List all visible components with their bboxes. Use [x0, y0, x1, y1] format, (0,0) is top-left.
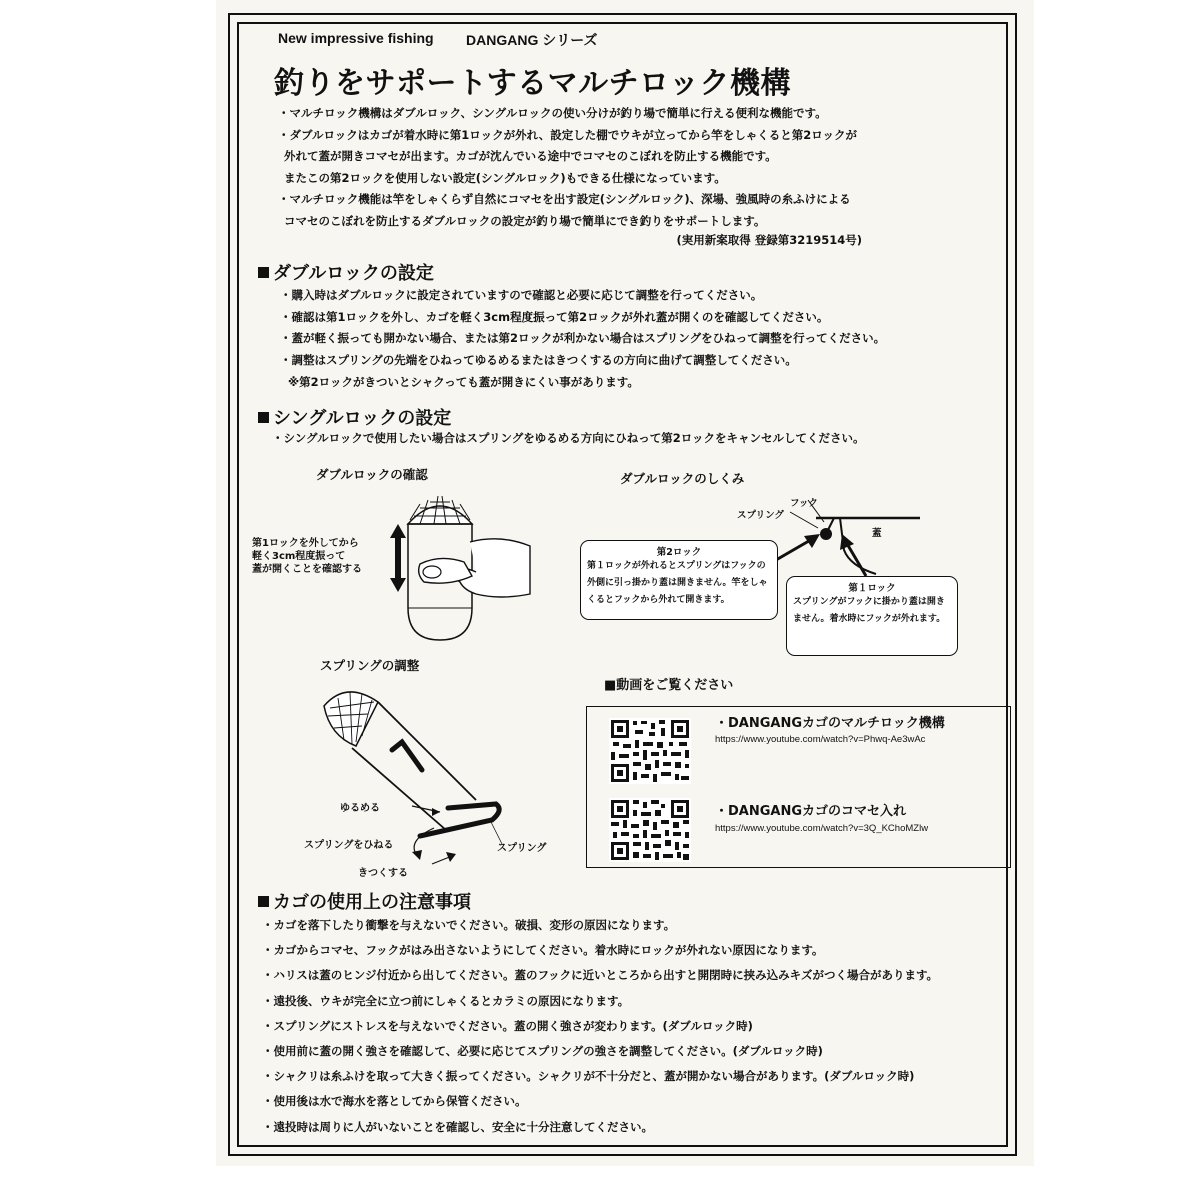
- tighten-label: きつくする: [358, 868, 408, 879]
- lock2-title: 第2ロック: [656, 547, 702, 558]
- fig-mechanism-caption: ダブルロックのしくみ: [620, 471, 745, 486]
- lid-label: 蓋: [872, 528, 882, 539]
- video-link-2[interactable]: https://www.youtube.com/watch?v=3Q_KChoMZlw: [715, 823, 929, 834]
- fig-check-desc: 第1ロックを外してから 軽く3cm程度振って 蓋が開くことを確認する: [252, 538, 362, 575]
- list-item: ・確認は第1ロックを外し、カゴを軽く3cm程度振って第2ロックが外れ蓋が開くのを確認してください。: [280, 309, 829, 324]
- hook-label: フック: [790, 498, 818, 509]
- spring-part-label: スプリング: [497, 843, 547, 854]
- double-lock-note: ※第2ロックがきついとシャクっても蓋が開きにくい事があります。: [288, 374, 639, 389]
- intro-line: ・マルチロック機能は竿をしゃくらず自然にコマセを出す設定(シングルロック)、深場、強風時の糸ふけによる: [278, 192, 851, 207]
- spring-label: スプリング: [737, 510, 784, 521]
- intro-text: [278, 103, 918, 247]
- lock1-callout: [786, 576, 958, 656]
- lock1-text: スプリングがフックに掛かり蓋は開きません。着水時にフックが外れます。: [793, 597, 946, 624]
- list-item: ・使用後は水で海水を落としてから保管ください。: [262, 1094, 527, 1109]
- list-item: ・蓋が軽く振っても開かない場合、または第2ロックが利かない場合はスプリングをひねって調整を行ってください。: [280, 331, 886, 346]
- list-item: ・遠投後、ウキが完全に立つ前にしゃくるとカラミの原因になります。: [262, 993, 630, 1008]
- qr-code-icon[interactable]: [609, 798, 691, 862]
- caution-heading: カゴの使用上の注意事項: [258, 888, 471, 914]
- double-lock-heading: ダブルロックの設定: [258, 259, 434, 285]
- header-series: DANGANG シリーズ: [466, 32, 598, 48]
- loosen-label: ゆるめる: [340, 803, 380, 814]
- list-item: ・カゴを落下したり衝撃を与えないでください。破損、変形の原因になります。: [262, 918, 676, 932]
- intro-line: またこの第2ロックを使用しない設定(シングルロック)もできる仕様になっています。: [284, 170, 726, 185]
- double-lock-list: [280, 285, 885, 393]
- video-title-2: ・DANGANGカゴのコマセ入れ: [715, 804, 907, 819]
- fig-spring-caption: スプリングの調整: [320, 658, 420, 673]
- square-bullet-icon: [258, 412, 269, 423]
- video-title-1: ・DANGANGカゴのマルチロック機構: [715, 716, 945, 731]
- fig-check-caption: ダブルロックの確認: [316, 467, 428, 482]
- header-english: New impressive fishing: [278, 30, 434, 46]
- lock2-text: 第１ロックが外れるとスプリングはフックの外側に引っ掛かり蓋は開きません。竿をしゃくるとフックから外れて開きます。: [587, 561, 768, 605]
- square-bullet-icon: [258, 896, 269, 907]
- lock2-callout: [580, 540, 778, 620]
- list-item: ・調整はスプリングの先端をひねってゆるめるまたはきつくするの方向に曲げて調整してください。: [280, 353, 797, 368]
- video-link-1[interactable]: https://www.youtube.com/watch?v=Phwq-Ae3wAc: [715, 734, 926, 745]
- twist-label: スプリングをひねる: [304, 840, 394, 851]
- list-item: ・遠投時は周りに人がいないことを確認し、安全に十分注意してください。: [262, 1119, 653, 1134]
- single-lock-text: [272, 428, 864, 450]
- single-lock-heading: シングルロックの設定: [258, 404, 451, 430]
- page-title: 釣りをサポートするマルチロック機構: [274, 66, 791, 101]
- list-item: ・カゴからコマセ、フックがはみ出さないようにしてください。着水時にロックが外れない原因になります。: [262, 943, 824, 958]
- list-item: ・スプリングにストレスを与えないでください。蓋の開く強さが変わります。(ダブルロック時): [262, 1018, 753, 1033]
- list-item: ・ハリスは蓋のヒンジ付近から出してください。蓋のフックに近いところから出すと開閉時に挟み込みキズがつく場合があります。: [262, 968, 939, 983]
- caution-list: [262, 913, 992, 1140]
- videos-heading: ■動画をご覧ください: [604, 678, 734, 693]
- intro-line: ・ダブルロックはカゴが着水時に第1ロックが外れ、設定した棚でウキが立ってから竿をしゃくると第2ロックが: [278, 127, 858, 142]
- basket-check-illustration: [380, 490, 540, 650]
- list-item: ・使用前に蓋の開く強さを確認して、必要に応じてスプリングの強さを調整してください。(ダブルロック時): [262, 1043, 823, 1058]
- qr-code-icon[interactable]: [609, 718, 691, 784]
- lock1-title: 第１ロック: [848, 583, 896, 594]
- list-item: ・シャクリは糸ふけを取って大きく振ってください。シャクリが不十分だと、蓋が開かない場合があります。(ダブルロック時): [262, 1069, 915, 1084]
- list-item: ・シングルロックで使用したい場合はスプリングをゆるめる方向にひねって第2ロックをキャンセルしてください。: [272, 431, 865, 445]
- intro-line: ・マルチロック機構はダブルロック、シングルロックの使い分けが釣り場で簡単に行える便利な機能です。: [278, 106, 827, 120]
- intro-line: 外れて蓋が開きコマセが出ます。カゴが沈んでいる途中でコマセのこぼれを防止する機能です。: [284, 149, 777, 164]
- intro-line: コマセのこぼれを防止するダブルロックの設定が釣り場で簡単にでき釣りをサポートします。: [284, 213, 766, 228]
- list-item: ・購入時はダブルロックに設定されていますので確認と必要に応じて調整を行ってください。: [280, 288, 763, 302]
- square-bullet-icon: [258, 267, 269, 278]
- patent-note: (実用新案取得 登録第3219514号): [676, 232, 862, 247]
